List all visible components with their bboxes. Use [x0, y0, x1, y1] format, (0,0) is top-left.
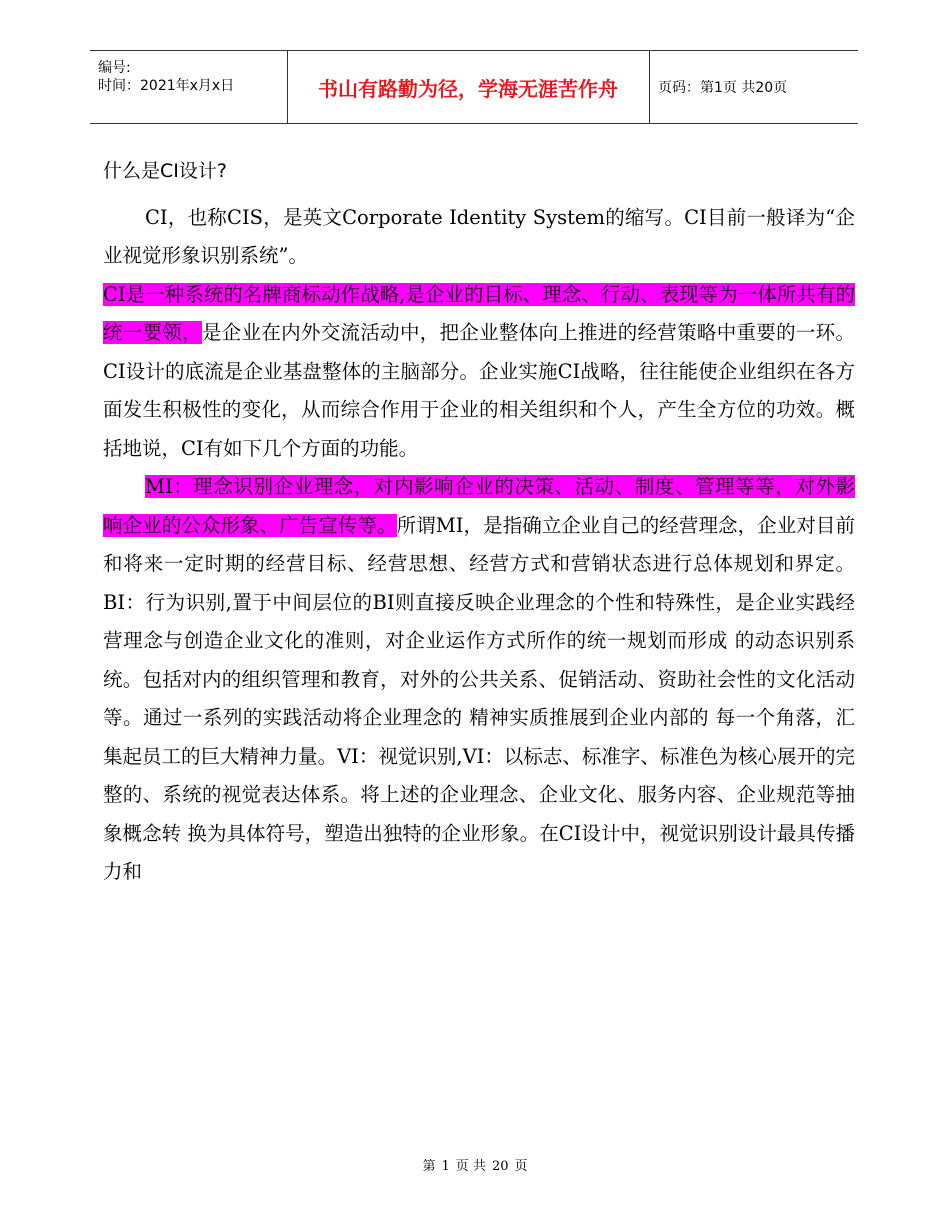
- footer-prefix: 第: [422, 1159, 436, 1174]
- page-footer: [0, 1155, 950, 1174]
- paragraph-mi-bi-vi: [103, 468, 855, 892]
- footer-total: 20: [491, 1159, 509, 1174]
- header-time: 时间：2021年x月x日: [98, 78, 235, 94]
- footer-middle: 页 共: [455, 1159, 486, 1174]
- header-number: 编号:: [98, 60, 131, 76]
- paragraph-text: 是企业在内外交流活动中，把企业整体向上推进的经营策略中重要的一环。CI设计的底流是企业基盘整体的主脑部分。企业实施CI战略，往往能使企业组织在各方面发生积极性的变化，从而综合作用于企业的相关组织和个人，产生全方位的功效。概括地说，CI有如下几个方面的功能。: [103, 321, 855, 460]
- document-title: 什么是CI设计?: [103, 160, 227, 182]
- highlighted-text: CI是一种系统的名牌商标动作战略,是企业的目标、理念、行动、表现等为一体所共有的统一要领，: [103, 282, 855, 344]
- footer-suffix: 页: [514, 1159, 528, 1174]
- highlighted-text: MI：理念识别企业理念，对内影响企业的决策、活动、制度、管理等等，对外影响企业的公众形象、广告宣传等。: [103, 475, 855, 537]
- header-page: 页码：第1页 共20页: [658, 80, 788, 96]
- paragraph-intro: CI，也称CIS，是英文Corporate Identity System的缩写。CI目前一般译为“企业视觉形象识别系统”。: [103, 205, 855, 267]
- header-meta: [98, 59, 234, 95]
- paragraph-text: 所谓MI，是指确立企业自己的经营理念，企业对目前和将来一定时期的经营目标、经营思想、经营方式和营销状态进行总体规划和界定。BI：行为识别,置于中间层位的BI则直接反映企业理念的个性和特殊性，是企业实践经营理念与创造企业文化的准则，对企业运作方式所作的统一规划而形成 的动态识别系统。包括对内的组织管理和教育，对外的公共关系、促销活动、资助社会性的文化活动等。通过一系列的实践活动将企业理念的 精神实质推展到企业内部的 每一个角落，汇集起员工的巨大精神力量。VI：视觉识别,VI：以标志、标准字、标准色为核心展开的完整的、系统的视觉表达体系。将上述的企业理念、企业文化、服务内容、企业规范等抽象概念转 换为具体符号，塑造出独特的企业形象。在CI设计中，视觉识别设计最具传播力和: [103, 513, 855, 883]
- footer-page-number: 1: [441, 1159, 450, 1174]
- page-header: [90, 50, 858, 124]
- header-divider: [649, 51, 650, 123]
- document-body: [103, 152, 855, 892]
- header-motto: 书山有路勤为径，学海无涯苦作舟: [318, 76, 618, 101]
- paragraph-ci-definition: [103, 276, 855, 469]
